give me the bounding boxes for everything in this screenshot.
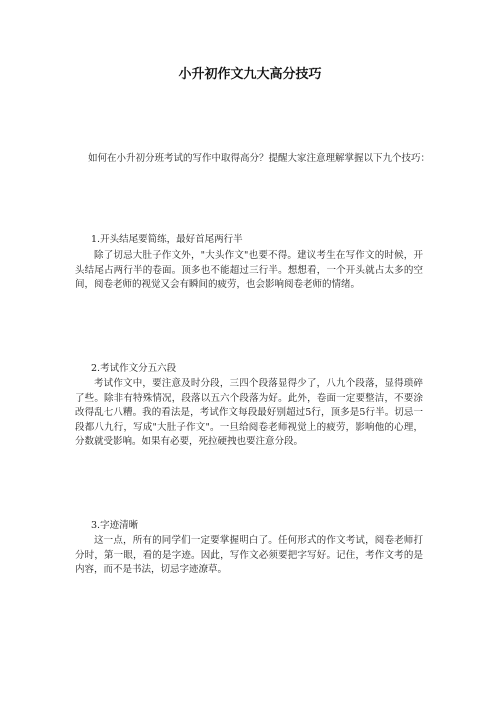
section-body-1: 除了切忌大肚子作文外，"大头作文"也要不得。建议考生在写作文的时候，开头结尾占两行半的卷面。顶多也不能超过三行半。想想看，一个开头就占太多的空间，阅卷老师的视觉又会有瞬间的疲劳，也会影响阅卷老师的情绪。 (75, 250, 423, 290)
intro-paragraph: 如何在小升初分班考试的写作中取得高分？提醒大家注意理解掌握以下九个技巧： (88, 153, 431, 164)
section-body-3: 这一点，所有的同学们一定要掌握明白了。任何形式的作文考试，阅卷老师打分时，第一眼，看的是字迹。因此，写作文必须要把字写好。记住，考作文考的是内容，而不是书法，切忌字迹潦草。 (75, 535, 423, 575)
document-title: 小升初作文九大高分技巧 (178, 67, 322, 82)
section-heading-3: 3.字迹清晰 (91, 520, 139, 531)
section-heading-2: 2.考试作文分五六段 (91, 363, 177, 374)
section-heading-1: 1.开头结尾要简练，最好首尾两行半 (91, 234, 243, 245)
section-body-2: 考试作文中，要注意及时分段，三四个段落显得少了，八九个段落，显得琐碎了些。除非有特殊情况，段落以五六个段落为好。此外，卷面一定要整洁，不要涂改得乱七八糟。我的看法是，考试作文每段最好别超过5行，顶多是5行半。切忌一段都八九行，写成"大肚子作文"。一旦给阅卷老师视觉上的疲劳，影响他的心理，分数就受影响。如果有必要，死拉硬拽也要注意分段。 (75, 378, 423, 447)
